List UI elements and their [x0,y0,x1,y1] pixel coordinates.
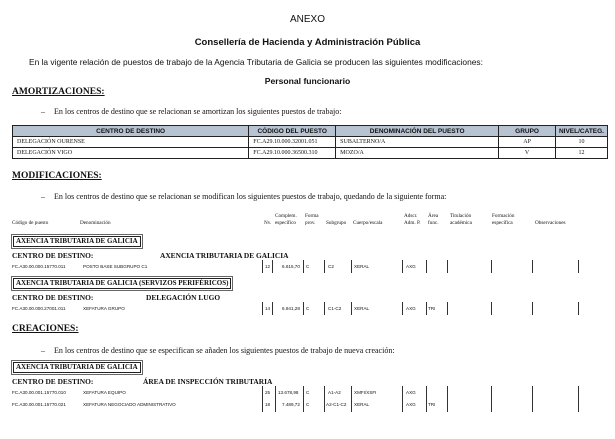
hdr-cuerpo: Cuerpo/escala [353,220,383,226]
row-area: TRI [428,306,436,311]
hdr-area-1: Área [428,213,439,219]
cell-centro: DELEGACIÓN VIGO [13,148,249,159]
table-row [13,137,608,148]
hdr-denominacion: Denominación [80,220,111,226]
grid-line [491,260,492,273]
row-subgrupo: A1-A2 [328,390,341,395]
grid-line [491,386,492,412]
th-centro: CENTRO DE DESTINO [13,126,249,137]
row-denominacion: POSTO BASE SUBGRUPO C1 [83,264,148,269]
hdr-observaciones: Observaciones [535,220,566,226]
modificaciones-bullet: – [41,192,45,201]
th-codigo: CÓDIGO DEL PUESTO [249,126,336,137]
row-nivel: 12 [265,264,271,269]
row-subgrupo: C2 [328,264,334,269]
row-nivel: 25 [265,390,271,395]
modificaciones-text: En los centros de destino que se relacionan se modifican los siguientes puestos de trabajo, quedando de la siguiente forma: [54,192,447,201]
row-area: TRI [428,402,436,407]
grid-line [426,386,427,412]
hdr-forma-1: Forma [305,213,319,219]
doc-title: Consellería de Hacienda y Administración Pública [194,37,421,48]
grid-line [578,386,579,412]
table-row [13,148,608,159]
centro-label: CENTRO DE DESTINO: [12,251,94,260]
row-codigo: FC.A30.00.000.15770.011 [12,264,66,269]
hdr-codigo: Código de puesto [12,220,49,226]
row-codigo: FC.A30.00.001.15770.021 [12,402,66,407]
row-complemento: 7.489,72 [282,402,300,407]
amortizaciones-text: En los centros de destino que se relacionan se amortizan los siguientes puestos de trabajo: [54,107,342,116]
grid-line [351,260,352,273]
grid-line [303,302,304,315]
grid-line [351,386,352,412]
group-box-label: AXENCIA TRIBUTARIA DE GALICIA (SERVIZOS PERIFÉRICOS) [13,278,231,289]
group-box-label: AXENCIA TRIBUTARIA DE GALICIA [13,362,141,373]
row-complemento: 6.615,70 [282,264,300,269]
hdr-adscr-2: Adm. P. [404,220,421,226]
th-denominacion: DENOMINACIÓN DEL PUESTO [336,126,499,137]
grid-line [402,386,403,412]
row-adscripcion: AXG [406,264,416,269]
doc-intro: En la vigente relación de puestos de trabajo de la Agencia Tributaria de Galicia se producen las siguientes modificaciones: [29,57,483,67]
amortizaciones-heading: AMORTIZACIONES: [12,87,105,97]
row-cuerpo: XMFI/XSFI [354,390,377,395]
grid-line [275,386,276,412]
row-adscripcion: AXG [406,306,416,311]
row-cuerpo: XERAL [354,402,370,407]
group-box-label: AXENCIA TRIBUTARIA DE GALICIA [13,236,141,247]
creaciones-text: En los centros de destino que se especifican se añaden los siguientes puestos de trabajo de nueva creación: [54,346,395,355]
grid-line [324,386,325,412]
th-grupo: GRUPO [499,126,556,137]
row-denominacion: XEFATURA EQUIPO [83,390,126,395]
hdr-complem-2: específico [275,220,297,226]
modificaciones-heading: MODIFICACIONES: [12,171,102,181]
grid-line [303,386,304,412]
doc-subtitle: Personal funcionario [264,76,351,86]
grid-line [272,260,273,273]
grid-line [447,302,448,315]
row-forma: C [306,306,310,311]
row-adscripcion: AXG [406,390,416,395]
grid-line [324,302,325,315]
row-complemento: 6.941,28 [282,306,300,311]
grid-line [532,260,533,273]
table-header-row [13,126,608,137]
amortizaciones-table [12,125,608,159]
grid-line [262,386,263,412]
grid-line [578,260,579,273]
grid-line [447,386,448,412]
row-cuerpo: XERAL [354,306,370,311]
cell-centro: DELEGACIÓN OURENSE [13,137,249,148]
grid-line [532,386,533,412]
row-codigo: FC.A30.00.000.27001.011 [12,306,66,311]
row-forma: C [306,264,310,269]
row-codigo: FC.A30.00.001.15770.010 [12,390,66,395]
grid-line [426,302,427,315]
row-adscripcion: AXG [406,402,416,407]
grid-line [491,302,492,315]
row-cuerpo: XERAL [354,264,370,269]
centro-value: DELEGACIÓN LUGO [146,293,221,302]
grid-line [262,260,263,273]
grid-line [402,302,403,315]
row-denominacion: XEFATURA GRUPO [83,306,125,311]
row-subgrupo: A2-C1-C2 [326,402,347,407]
amortizaciones-bullet: – [41,107,45,116]
cell-codigo: FC.A29.10.000.32001.051 [249,137,336,148]
centro-label: CENTRO DE DESTINO: [12,377,94,386]
hdr-formacion-2: específica [492,220,513,226]
grid-line [351,302,352,315]
row-nivel: 18 [265,402,271,407]
hdr-formacion-1: Formación [492,213,515,219]
row-nivel: 14 [265,306,271,311]
grid-line [303,260,304,273]
grid-line [402,260,403,273]
grid-line [532,302,533,315]
grid-line [426,260,427,273]
row-forma: C [306,402,310,407]
cell-denominacion: SUBALTERNO/A [336,137,499,148]
row-complemento: 13.678,98 [278,390,299,395]
grid-line [272,302,273,315]
centro-value: AXENCIA TRIBUTARIA DE GALICIA [160,251,289,260]
cell-nivel: 12 [555,148,607,159]
cell-nivel: 10 [555,137,607,148]
row-forma: C [306,390,310,395]
hdr-adscr-1: Adscr. [404,213,418,219]
grid-line [578,302,579,315]
hdr-subgrupo: Subgrupo [326,220,347,226]
hdr-titulacion-1: Titulación [450,213,472,219]
hdr-complem-1: Complem. [275,213,297,219]
cell-denominacion: MOZO/A [336,148,499,159]
hdr-area-2: func. [428,220,439,226]
grid-line [324,260,325,273]
hdr-forma-2: prov. [305,220,316,226]
creaciones-heading: CREACIONES: [12,324,79,334]
cell-grupo: V [499,148,556,159]
grid-line [262,302,263,315]
creaciones-bullet: – [41,346,45,355]
anexo-label: ANEXO [289,14,325,25]
centro-value: ÁREA DE INSPECCIÓN TRIBUTARIA [143,377,273,386]
row-subgrupo: C1-C2 [328,306,342,311]
th-nivel: NIVEL/CATEG. [555,126,607,137]
row-denominacion: XEFATURA NEGOCIADO ADMINISTRATIVO [83,402,176,407]
hdr-titulacion-2: académica [450,220,472,226]
cell-codigo: FC.A29.10.000.36500.310 [249,148,336,159]
hdr-nivel: Nv. [264,220,272,226]
grid-line [447,260,448,273]
centro-label: CENTRO DE DESTINO: [12,293,94,302]
cell-grupo: AP [499,137,556,148]
